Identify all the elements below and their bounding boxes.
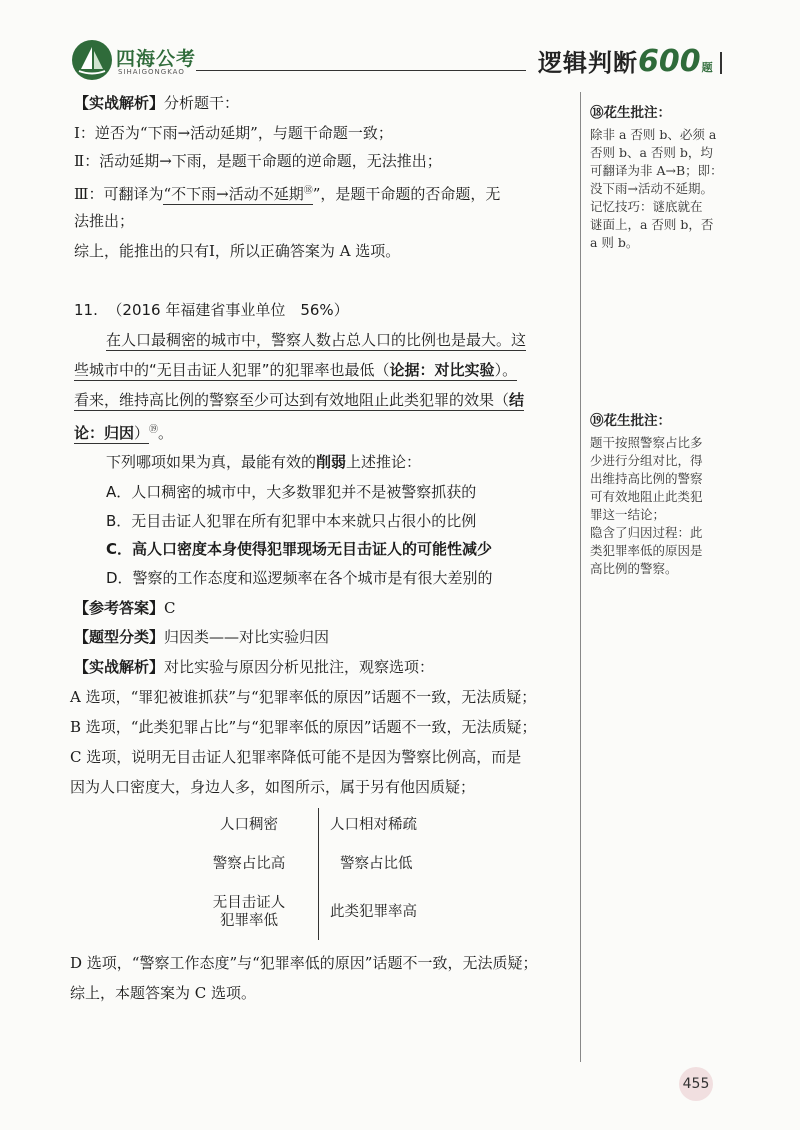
prev-analysis-item-3-cont: 法推出；	[74, 212, 135, 230]
note-ref-19: ⑲	[149, 425, 159, 435]
question-source: （2016 年福建省事业单位 56%）	[107, 301, 349, 319]
page-number: 455	[679, 1067, 713, 1101]
title-suffix: 题	[701, 61, 714, 74]
question-type: 【题型分类】归因类——对比实验归因	[74, 628, 330, 646]
side-note-19	[590, 412, 750, 578]
note-text: 除非 a 否则 b、必须 a 否则 b、a 否则 b，均 可翻译为非 A→B；即： 没下雨→活动不延期。 记忆技巧：谜底就在 谜面上，a 否则 b，否 a 则 b。	[590, 127, 723, 250]
prev-analysis-item-1: Ⅰ：逆否为“下雨→活动延期”，与题干命题一致；	[74, 124, 393, 142]
stem-line-2: 些城市中的“无目击证人犯罪”的犯罪率也最低（论据：对比实验）。	[74, 361, 518, 379]
left-cell-low-crime: 犯罪率低	[220, 913, 278, 929]
answer-conclusion: 综上，本题答案为 C 选项。	[70, 984, 257, 1002]
question-prompt: 下列哪项如果为真，最能有效的削弱上述推论：	[106, 453, 422, 471]
note-text: 题干按照警察占比多 少进行分组对比，得 出维持高比例的警察 可有效地阻止此类犯 罪这一结论； 隐含了归因过程：此 类犯罪率低的原因是 高比例的警察。	[590, 435, 703, 576]
comparison-diagram	[190, 808, 450, 942]
analysis-option-a: A 选项，“罪犯被谁抓获”与“犯罪率低的原因”话题不一致，无法质疑；	[70, 688, 537, 706]
stem-line-3: 看来，维持高比例的警察至少可达到有效地阻止此类犯罪的效果（结	[74, 391, 525, 409]
page-header	[0, 0, 800, 100]
book-title	[538, 43, 714, 79]
header-rule	[196, 70, 526, 71]
side-note-18	[590, 104, 750, 252]
reference-answer: 【参考答案】C	[74, 599, 176, 617]
question-number: 11.	[74, 301, 98, 319]
left-cell-dense-population: 人口稠密	[220, 817, 278, 833]
annotation-tag: 论：归因	[74, 424, 135, 442]
prev-analysis-conclusion: 综上，能推出的只有Ⅰ，所以正确答案为 A 选项。	[74, 242, 401, 260]
analysis-option-c-1: C 选项，说明无目击证人犯罪率降低可能不是因为警察比例高，而是	[70, 748, 522, 766]
note-ref-18: ⑱	[303, 186, 313, 196]
left-cell-no-witness: 无目击证人	[212, 895, 286, 911]
option-a: A．人口稠密的城市中，大多数罪犯并不是被警察抓获的	[106, 483, 477, 501]
option-d: D．警察的工作态度和巡逻频率在各个城市是有很大差别的	[106, 569, 493, 587]
stem-line-4: 论：归因）⑲。	[74, 424, 174, 442]
analysis-option-d: D 选项，“警察工作态度”与“犯罪率低的原因”话题不一致，无法质疑；	[70, 954, 538, 972]
right-cell-low-police: 警察占比低	[340, 856, 413, 872]
analysis-option-b: B 选项，“此类犯罪占比”与“犯罪率低的原因”话题不一致，无法质疑；	[70, 718, 537, 736]
logo-text: 四海公考	[116, 48, 197, 70]
prev-analysis-item-2: Ⅱ：活动延期→下雨，是题干命题的逆命题，无法推出；	[74, 152, 442, 170]
title-text: 逻辑判断	[538, 49, 638, 77]
header-bar	[720, 52, 722, 74]
left-cell-high-police: 警察占比高	[212, 856, 286, 872]
annotation-tag: 论据：对比实验	[389, 361, 495, 379]
question-header	[74, 299, 349, 321]
title-number: 600	[638, 44, 701, 79]
option-c: C．高人口密度本身使得犯罪现场无目击证人的可能性减少	[106, 540, 493, 558]
analysis-intro: 【实战解析】对比实验与原因分析见批注，观察选项：	[74, 658, 435, 676]
analysis-option-c-2: 因为人口密度大，身边人多，如图所示，属于另有他因质疑；	[70, 778, 476, 796]
sailboat-logo-icon	[72, 40, 112, 80]
option-b: B．无目击证人犯罪在所有犯罪中本来就只占很小的比例	[106, 512, 477, 530]
brand-logo	[72, 38, 232, 86]
prev-analysis-item-3: Ⅲ：可翻译为“不下雨→活动不延期⑱”，是题干命题的否命题，无	[74, 185, 501, 203]
prev-analysis-intro: 【实战解析】分析题干：	[74, 94, 240, 112]
underlined-quote: “不下雨→活动不延期⑱	[163, 185, 313, 203]
note-title: ⑲花生批注：	[590, 413, 671, 429]
stem-line-1: 在人口最稠密的城市中，警察人数占总人口的比例也是最大。这	[106, 331, 527, 349]
comparison-divider	[318, 808, 319, 940]
column-divider	[580, 92, 581, 1062]
right-cell-high-crime: 此类犯罪率高	[330, 904, 417, 920]
note-title: ⑱花生批注：	[590, 105, 671, 121]
right-cell-sparse-population: 人口相对稀疏	[330, 817, 417, 833]
logo-subtext: SIHAIGONGKAO	[118, 68, 185, 76]
